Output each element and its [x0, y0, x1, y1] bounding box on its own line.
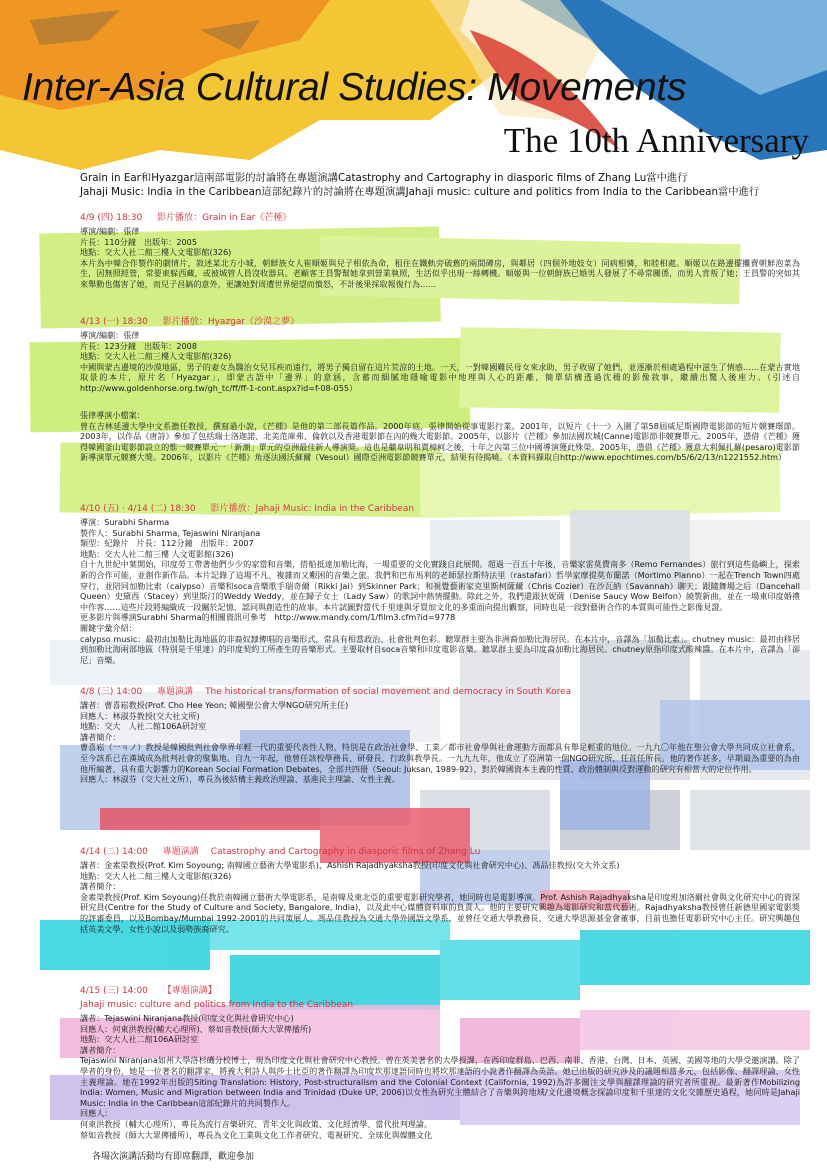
event-title: The historical trans/formation of social movement and democracy in South Korea: [205, 687, 572, 697]
event-title: Jahaji music: culture and politics from India to the Caribbean: [80, 1000, 354, 1010]
event-info-line: 講者：Tejaswini Niranjana教授(印度文化與社會研究中心): [80, 1013, 294, 1023]
poster-subtitle: The 10th Anniversary: [503, 121, 809, 160]
event-info-line: 片長：110分鐘 出版年：2005: [80, 236, 197, 247]
event-screening-hyazgar: [80, 316, 800, 394]
glossary-heading: 關鍵字彙介紹：: [80, 622, 137, 633]
event-description: 曹喜崧（一ㄢノ）教授是韓國批判社會學界年輕一代的重要代表性人物，特別是在政治社會學、工業／都市社會學與社會運動方面都具有舉足輕重的地位。一九九〇年他在聖公會大學共同成立社會系，至今該系已在漢城成為批判社會的聚集地。自九一年起，他曾任該校學務長、研發長、行政與教學長。一九九九年，他成立了亞洲第一個NGO研究所，任首任所長。他的著作甚多，早期最為重要的為由他所編著、具有重大影響力的Korean Social Formation Debates，全部共四冊（Seoul: Juksan, 1989-92），對於韓國資本主義的性質、政治體制與反對運動的研究有相當大的定位作用。: [80, 742, 800, 774]
event-info-line: 片長：123分鐘 出版年：2008: [80, 340, 197, 351]
respondent-line: 蔡如音教授（師大大眾傳播所），專長為文化工業與文化工作者研究、電視研究、全球化與媒體文化: [80, 1129, 433, 1140]
poster-title: Inter-Asia Cultural Studies: Movements: [22, 66, 687, 109]
intro-line: Grain in Ear和Hyazgar這兩部電影的討論將在專題演講Catastrophy and Cartography in diasporic films of Zhang Lu當中進行: [80, 172, 688, 184]
event-description: 本片為中韓合作製作的劇情片，敘述某北方小城，朝鮮族女人崔順姬與兒子相依為命，租住在鐵軌旁破舊的兩間磚房，與鄰居（四個外地妓女）同病相憐，和睦相處。順姬以在路邊擺攤賣朝鮮泡菜為生，因無照經營，常要東躲西藏，或被城管人員沒收器具。老顧客王員警幫她拿到營業執照，生活似乎出現一絲轉機。順姬與一位朝鮮族已婚男人發展了不尋常關係，而男人背叛了她；王員警的突如其來舉動也傷害了她，而兒子昌鎬的意外，更讓她對周遭世界絕望而憤怒，不計後果採取報復行為……: [80, 257, 800, 289]
event-description: Tejaswini Niranjana如州大學洛杉磯分校博士，現為印度文化與社會研究中心教授。曾在英美著名的大學授課，在西印度群島、巴西、南非、香港、台灣、日本、英國、美國等地的大學受邀演講。除了學者的身份，她是一位著名的翻譯家，將義大利詩人與莎士比亞的著作翻譯為印度坎那達語同時也將坎那達語的小說著作翻譯為英語。她已出版的研究涉及的議題相當多元，包括影像、翻譯理論、女性主義理論。她在1992年出版的Siting Translation: History, Post-structuralism and the Colonial Context (California, 1992)為許多關注文學與翻譯理論的研究者所重視。最新著作Mobilizing India: Women, Music and Migration between India and Trinidad (Duke UP, 2006)以女性為研究主體結合了音樂與跨地域/文化邊境概念探論印度和千里達的文化交雜歷史過程，她同時是Jahaji Music: India in the Caribbean這部紀錄片的共同製作人。: [80, 1055, 800, 1108]
event-info-line: 回應人：何東洪教授(輔大心理所)、蔡如音教授(師大大眾傳播所): [80, 1023, 312, 1034]
event-lecture-south-korea: [80, 686, 800, 785]
profile-text: 曾在吉林延邊大學中文系擔任教授，撰寫過小說，《芒種》是他的第二部長篇作品。2000年底，張律開始從事電影行業。2001年，以短片《十一》入圍了第58屆威尼斯國際電影節的短片競賽環節。2003年，以作品《唐詩》參加了包括瑞士洛迦諾、北美范庫弗、倫敦以及香港電影節在內的幾大電影節。2005年，以影片《芒種》參加法國坎城(Canne)電影節非競賽單元。2005年，憑借《芒種》獲得韓國釜山電影節設立的惟一競賽單元一「新潮」單元的亞洲最佳新人導演獎。這也是繼韋明和賈樟柯之後，十年之內第三位中國導演獲此殊榮。2005年，憑借《芒種》獲意大利佩扎羅(pesaro)電影節新導演單元競賽大獎。2006年，以影片《芒種》角逐法國沃蘇爾（Vesoul）國際亞洲電影節競賽單元，結果有待揭曉。（本資料擷取自http://www.epochtimes.com/b5/6/2/13/n1221552.htm）: [80, 420, 800, 463]
event-type: 專題演講: [157, 687, 194, 697]
event-heading: 4/15 (三) 14:00 【專題演講】: [80, 986, 217, 996]
event-info-line: 地點：交大人社二館三樓人文電影館(326): [80, 351, 232, 362]
event-info-line: 導演/編劇：張律: [80, 226, 140, 236]
event-heading: 4/10 (五) ‧ 4/14 (二) 18:30 影片播放：Jahaji Music: India in the Caribbean: [80, 504, 415, 514]
event-screening-grain-in-ear: [80, 212, 800, 290]
event-date: 4/14 (二) 14:00: [80, 847, 148, 857]
intro-line: Jahaji Music: India in the Caribbean這部紀錄片的討論將在專題演講Jahaji music: culture and politics from India to the Caribbean當中進行: [80, 186, 760, 198]
event-info-line: 地點：交大人社二館106A研討室: [80, 1034, 199, 1045]
director-profile: [80, 410, 800, 463]
event-info-line: 製作人：Surabhi Sharma, Tejaswini Niranjana: [80, 527, 261, 538]
event-heading: 4/9 (四) 18:30 影片播放：Grain in Ear《芒種》: [80, 213, 292, 223]
event-date: 4/9 (四) 18:30: [80, 213, 143, 223]
event-info-line: 導演：Surabhi Sharma: [80, 517, 170, 527]
event-info-line: 講者簡介：: [80, 1044, 121, 1055]
event-title: Hyazgar《沙漠之夢》: [207, 317, 300, 327]
intro-notes: [80, 171, 820, 199]
respondent-heading: 回應人：: [80, 1108, 113, 1119]
event-date: 4/10 (五) ‧ 4/14 (二) 18:30: [80, 504, 196, 514]
event-description: 自十九世紀中葉開始，印度勞工帶著他們少少的家當和音樂，搭船抵達加勒比海，一場重要的文化實踐自此展開。超過一百五十年後，音樂家雷莫費南多（Remo Fernandes）旅行到這些島嶼上，探索新的合作可能，並創作新作品。本片記錄了這場不凡、複雜而又艱困的音樂之旅。我們和巴布馬利的老師瑟拉斯特法里（rastafari）哲學家摩提莫布蘭諾（Mortimo Planno）一起在Trench Town四處穿行，並陪同加勒比索（calypso）音樂和soca音樂歌手瑞奇爾（Rikki Jai）到Skinner Park；和視覺藝術家克里斯柯薩爾（Chris Cozier）在沙瓦納（Savannah）聊天；跟隨舞場之后（Dancehall Queen）史黛西（Stacey）到里斯汀的Weddy Weddy，並在歸子女士（Lady Saw）的歌詞中熱情擺動。除此之外，我們還跟狄妮薩（Denise Saucy Wow Belfon）繞製新曲，並在一場東印度婚禮中作客……這些片段將編織成一段屬於記憶、認同與創造性的故事。本片試圖對當代千里達與牙買加文化的多重面向提出觀察，同時也是一段對藝術合作的本質與可能性之影像見證。: [80, 559, 800, 612]
event-info-line: 導演/編劇：張律: [80, 330, 140, 340]
event-title: Catastrophy and Cartography in diasporic films of Zhang Lu: [210, 847, 481, 857]
event-info-line: 講者：曹喜崧教授(Prof. Cho Hee Yeon; 韓國聖公會大學NGO研究所主任): [80, 700, 349, 710]
respondent-line: 何東洪教授（輔大心理所），專長為流行音樂研究、青年文化與政策、文化經濟學、當代批判理論。: [80, 1118, 433, 1129]
more-info-link[interactable]: 更多影片與導演Surabhi Sharma的相關資訊可參考 http://www.mandy.com/1/film3.cfm?id=9778: [80, 612, 456, 623]
event-type: 影片播放: [210, 504, 247, 514]
event-heading: 4/13 (一) 18:30 影片播放：Hyazgar《沙漠之夢》: [80, 317, 300, 327]
event-info-line: 類型：紀錄片 片長：112分鐘 出版年：2007: [80, 538, 254, 549]
event-type: 影片播放: [162, 317, 199, 327]
footer-note: 各場次演講活動均有即席翻譯，歡迎參加: [92, 1152, 255, 1162]
event-type: 專題演講: [171, 986, 208, 996]
glossary-text: calypso music：最初由加勒比海地區的非裔奴隸傳唱的音樂形式，常具有相當政治、社會批判色彩。聽眾群主要為非洲裔加勒比海居民。在本片中，音譯為「加勒比索」。chutney music：最初由移居到加勒比海兩部地區（特別是千里達）的印度契約工所產生的音樂形式。主要取材自soca音樂和印度電影音樂。聽眾群主要為印度裔加勒比海居民。chutney原指印度式酸辣醬。在本片中，音譯為「卻尼」音樂。: [80, 633, 800, 665]
event-info-line: 地點：交大人社二館三樓人文電影館(326): [80, 870, 232, 881]
respondent-line: 回應人：林淑芬（交大社文所），專長為後結構主義政治理論、基進民主理論、女性主義。: [80, 774, 400, 785]
event-heading: [80, 846, 800, 859]
event-lecture-zhang-lu: [80, 846, 800, 934]
event-description: 金素榮教授(Prof. Kim Soyoung)任教於南韓國立藝術大學電影系，是南韓及東北亞的重要電影研究學者，她同時也是電影導演。Prof. Ashish Rajadhyaksha是印度班加洛爾社會與文化研究中心的資深研究員(Centre for the Study of Culture and Society, Bangalore, India)，以及此中心媒體資料庫的負責人。他的主要研究興趣為電影研究和當代藝術。Rajadhyaksha教授曾任新德里國家電影獎的評審委員，以及Bombay/Mumbai 1992-2001的共同策展人。馮品佳教授為交通大學外國語文學系、並曾任交通大學教務長、交通大學思源基金會董事，目前也擔任電影研究中心主任。研究興趣包括英美文學、女性小說以及弱勢族裔研究。: [80, 891, 800, 934]
event-heading: [80, 686, 800, 699]
event-date: 4/15 (三) 14:00: [80, 986, 148, 996]
event-date: 4/8 (三) 14:00: [80, 687, 143, 697]
event-type: 影片播放: [157, 213, 194, 223]
event-title: Grain in Ear《芒種》: [202, 213, 292, 223]
event-info-line: 地點：交大 人社二館106A研討室: [80, 721, 207, 732]
event-screening-jahaji-music: [80, 503, 800, 665]
event-info-line: 地點：交大人社二館三樓 人文電影館(326): [80, 548, 234, 559]
event-lecture-jahaji-music: [80, 985, 800, 1140]
event-info-line: 講者簡介：: [80, 881, 121, 892]
profile-heading: 張律導演小檔案：: [80, 410, 145, 420]
event-info-line: 地點：交大人社二館三樓人文電影館(326): [80, 247, 232, 258]
event-title: Jahaji Music: India in the Caribbean: [255, 504, 415, 514]
event-info-line: 講者簡介：: [80, 731, 121, 742]
event-info-line: 回應人：林淑芬教授(交大社文所): [80, 710, 200, 721]
event-description: 中國與蒙古邊境的沙漠地區，男子的妻女為醫治女兒耳疾而遠行，將男子獨自留在這片荒涼的土地。一天，一對韓國難民母女來求助，男子收留了她們，並逐漸於相處過程中滋生了情感……在蒙古實地取景的本片，原片名「Hyazgar」，即蒙古語中「邊界」的意涵，含蓄而細膩地隱喻電影中地理與人心的距離，簡單結構透過沈穩的影像敘事，繼續出驚人後座力。（引述自http://www.goldenhorse.org.tw/gh_tc/ff/ff-1-cont.aspx?id=f-08-055）: [80, 361, 800, 393]
event-info-line: 講者：金素榮教授(Prof. Kim Soyoung; 南韓國立藝術大學電影系)、Ashish Rajadhyaksha教授(印度文化與社會研究中心)、馮品佳教授(交大外文系): [80, 860, 620, 870]
event-date: 4/13 (一) 18:30: [80, 317, 148, 327]
event-type: 專題演講: [162, 847, 199, 857]
